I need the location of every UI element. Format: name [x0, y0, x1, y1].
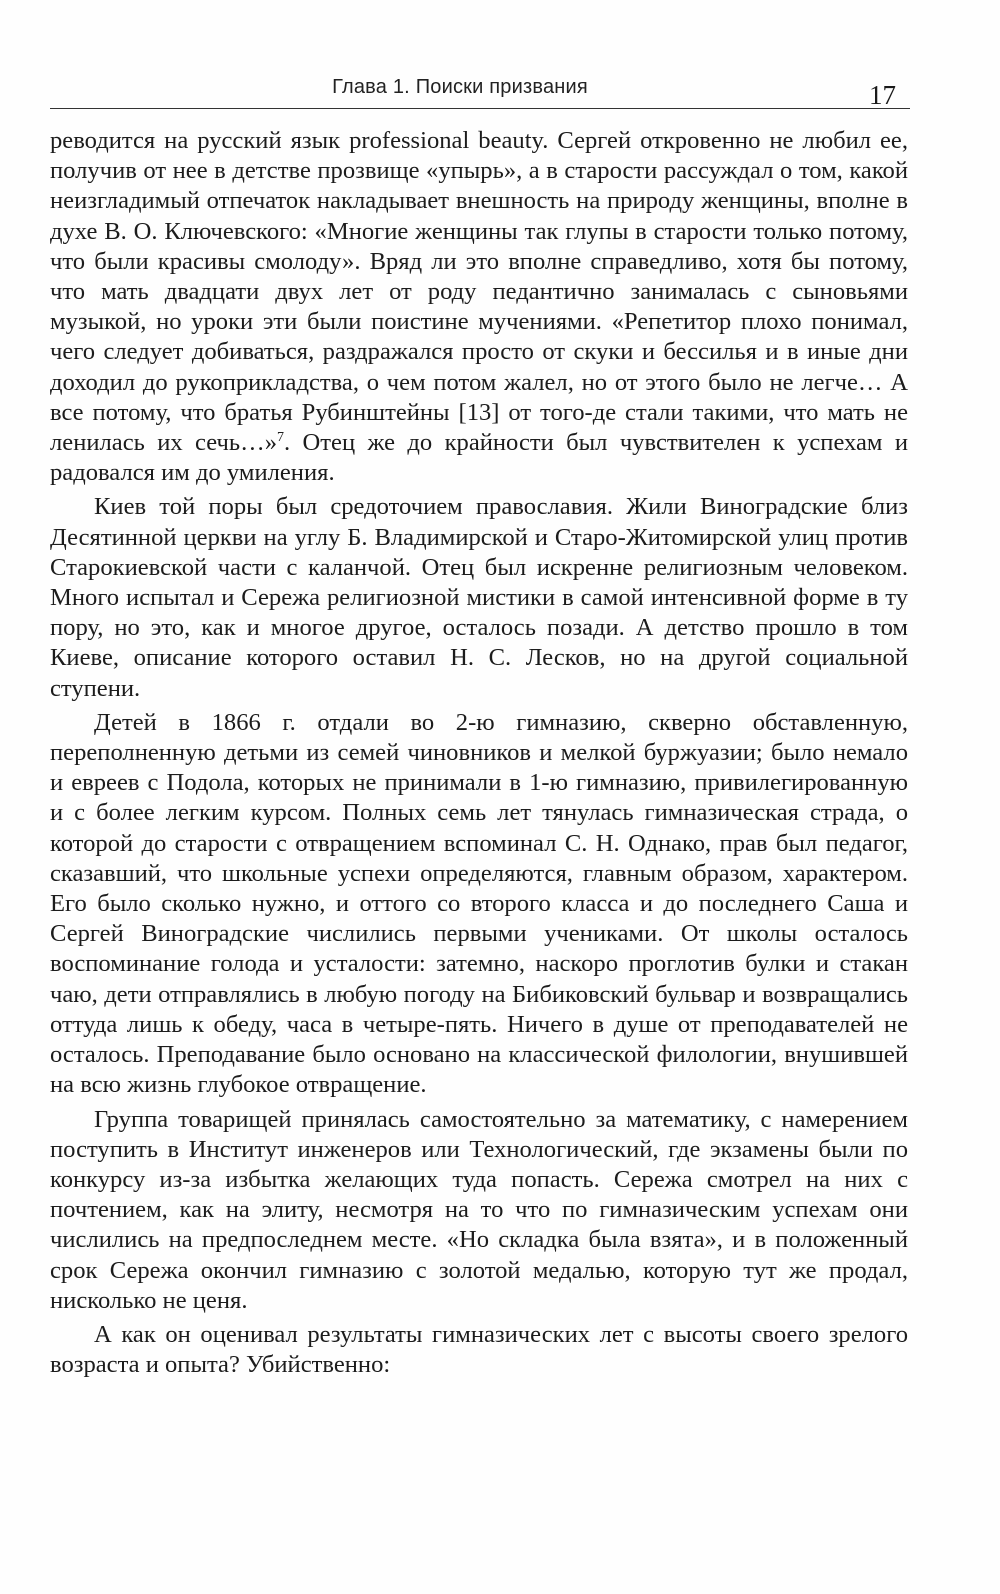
paragraph-2: Киев той поры был средоточием православия. Жили Виноградские близ Десятинной церкви на углу Б. Владимирской и Старо-Житомирской улиц против Старокиевской части с каланчой. Отец был искренне религиозным человеком. Много испытал и Сережа религиозной мистики в самой интенсивной форме в ту пору, но это, как и многое другое, осталось позади. А детство прошло в том Киеве, описание которого оставил Н. С. Лесков, но на другой социальной ступени. — [50, 493, 908, 702]
chapter-title: Глава 1. Поиски призвания — [332, 76, 588, 98]
paragraph-1-text: реводится на русский язык professional beauty. Сергей откровенно не любил ее, получив от нее в детстве прозвище «упырь», а в старости рассуждал о том, какой неизгладимый отпечаток накладывает внешность на природу женщины, вполне в духе В. О. Ключевского: «Многие женщины так глупы в старости только потому, что были красивы смолоду». Вряд ли это вполне справедливо, хотя бы потому, что мать двадцати двух лет от роду педантично занималась с сыновьями музыкой, но уроки эти были поистине мучениями. «Репетитор плохо понимал, чего следует добиваться, раздражался просто от скуки и бессилья и в иные дни доходил до рукоприкладства, о чем потом жалел, но от этого было не легче… А все потому, что братья Рубинштейны [13] от того-де стали такими, что мать не ленилась их сечь…» — [50, 127, 908, 457]
paragraph-4: Группа товарищей принялась самостоятельно за математику, с намерением поступить в Институт инженеров или Технологический, где экзамены были по конкурсу из-за избытка желающих туда попасть. Сережа смотрел на них с почтением, как на элиту, несмотря на то что по гимназическим успехам они числились на предпоследнем месте. «Но складка была взята», и в положенный срок Сережа окончил гимназию с золотой медалью, которую тут же продал, нисколько не ценя. — [50, 1105, 908, 1314]
body-text — [50, 126, 908, 1384]
paragraph-5: А как он оценивал результаты гимназических лет с высоты своего зрелого возраста и опыта? Убийственно: — [50, 1320, 908, 1379]
paragraph-1 — [50, 126, 908, 488]
page-number: 17 — [869, 80, 896, 110]
header-rule — [50, 108, 910, 109]
footnote-reference: 7 — [277, 430, 285, 446]
running-header — [50, 72, 910, 116]
paragraph-3: Детей в 1866 г. отдали во 2-ю гимназию, скверно обставленную, переполненную детьми из семей чиновников и мелкой буржуазии; было немало и евреев с Подола, которых не принимали в 1-ю гимназию, привилегированную и с более легким курсом. Полных семь лет тянулась гимназическая страда, о которой до старости с отвращением вспоминал С. Н. Однако, прав был педагог, сказавший, что школьные успехи определяются, главным образом, характером. Его было сколько нужно, и оттого со второго класса и до последнего Саша и Сергей Виноградские числились первыми учениками. От школы осталось воспоминание голода и усталости: затемно, наскоро проглотив булки и стакан чаю, дети отправлялись в любую погоду на Бибиковский бульвар и возвращались оттуда лишь к обеду, часа в четыре-пять. Ничего в душе от преподавателей не осталось. Преподавание было основано на классической филологии, внушившей на всю жизнь глубокое отвращение. — [50, 708, 908, 1099]
paragraph-1-text-continued: . Отец же до крайности был чувствителен к успехам и радовался им до умиления. — [50, 429, 909, 487]
